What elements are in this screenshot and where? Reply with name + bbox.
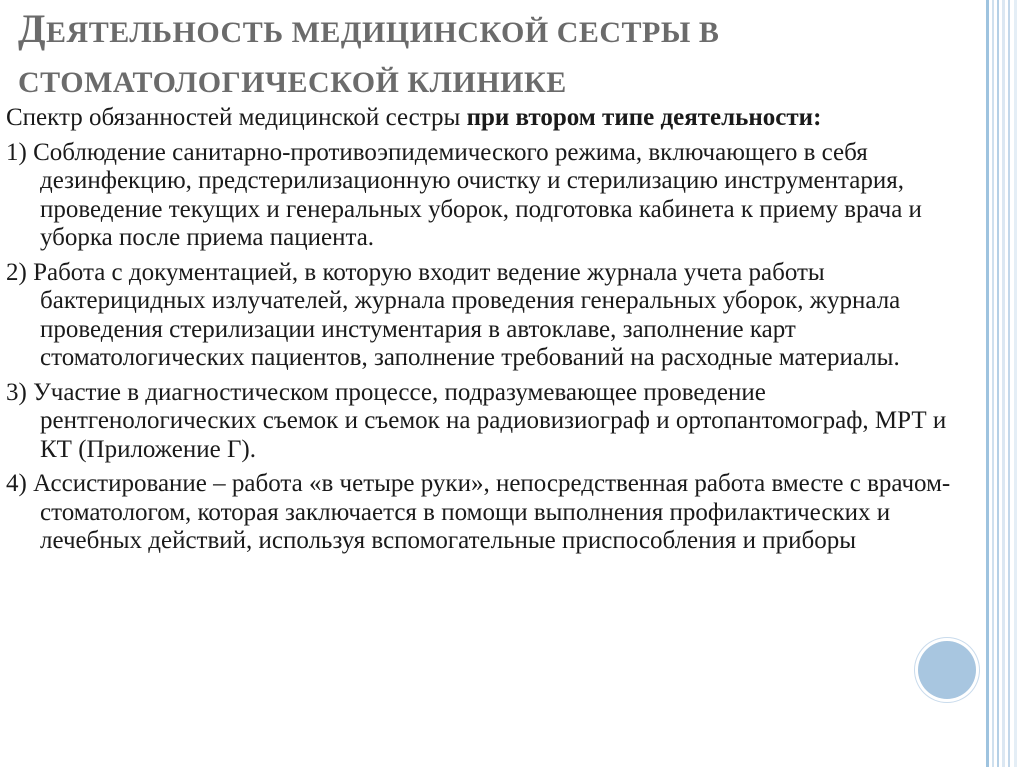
title-line-1 bbox=[18, 4, 938, 58]
list-item-1: 1) Соблюдение санитарно-противоэпидемического режима, включающего в себя дезинфекцию, предстерилизационную очистку и стерилизацию инструментария, проведение текущих и генеральных уборок, подготовка кабинета к приему врача и уборка после приема пациента. bbox=[6, 138, 922, 251]
intro-bold: при втором типе деятельности: bbox=[466, 104, 822, 131]
stripe bbox=[992, 0, 994, 767]
list-item-3: 3) Участие в диагностическом процессе, подразумевающее проведение рентгенологических съемок и съемок на радиовизиограф и ортопантомограф, МРТ и КТ (Приложение Г). bbox=[6, 378, 947, 463]
stripe bbox=[1014, 0, 1017, 767]
stripe bbox=[1008, 0, 1010, 767]
slide-body bbox=[6, 104, 981, 562]
title-line-1-rest: ЕЯТЕЛЬНОСТЬ МЕДИЦИНСКОЙ СЕСТРЫ В bbox=[46, 16, 720, 49]
stripe bbox=[986, 0, 989, 767]
intro-text: Спектр обязанностей медицинской сестры bbox=[6, 104, 467, 131]
list-item-4: 4) Ассистирование – работа «в четыре руки», непосредственная работа вместе с врачом-стоматологом, которая заключается в помощи выполнения профилактических и лечебных действий, используя вспомогательные приспособления и приборы bbox=[6, 470, 951, 554]
stripe bbox=[1002, 0, 1005, 767]
title-initial: Д bbox=[18, 6, 47, 51]
decorative-circle-icon bbox=[918, 641, 976, 699]
stripe bbox=[997, 0, 999, 767]
decorative-stripes bbox=[986, 0, 1024, 767]
title-line-2: СТОМАТОЛОГИЧЕСКОЙ КЛИНИКЕ bbox=[18, 66, 567, 99]
list-item-2: 2) Работа с документацией, в которую входит ведение журнала учета работы бактерицидных излучателей, журнала проведения генеральных уборок, журнала проведения стерилизации инстументария в автоклаве, заполнение карт стоматологических пациентов, заполнение требований на расходные материалы. bbox=[6, 258, 901, 371]
slide-title bbox=[18, 4, 938, 108]
intro-paragraph bbox=[6, 104, 981, 133]
